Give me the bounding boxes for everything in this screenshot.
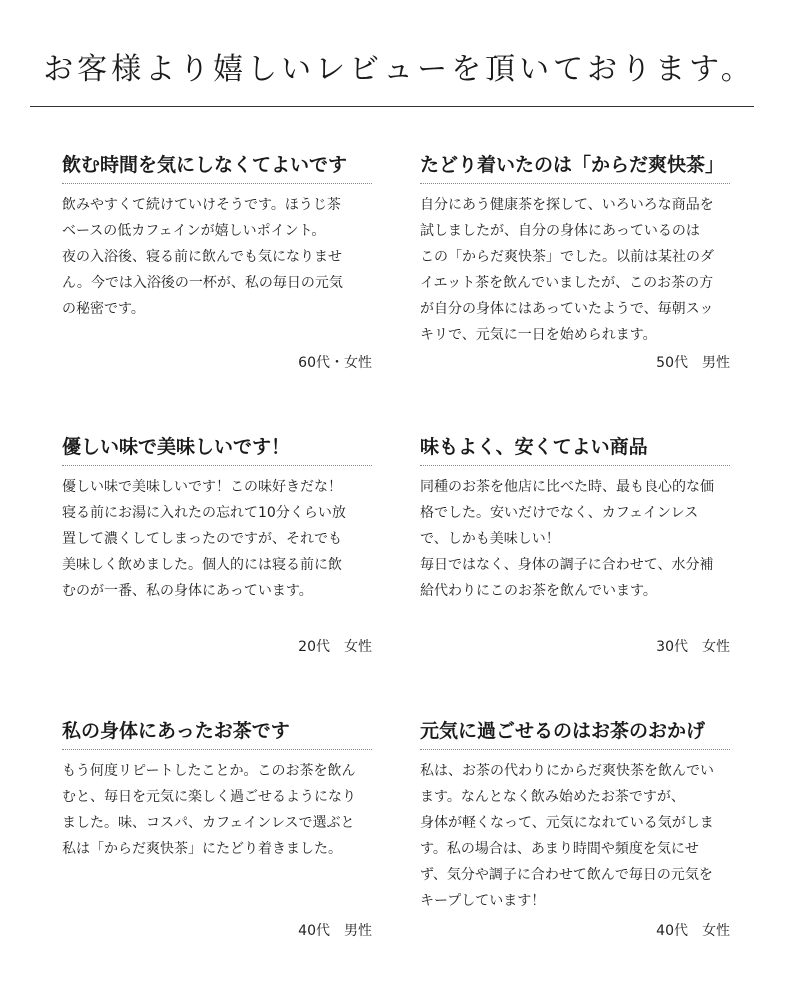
review-card (62, 716, 372, 946)
review-body: もう何度リピートしたことか。このお茶を飲ん むと、毎日を元気に楽しく過ごせるようになり ました。味、コスパ、カフェインレスで選ぶと 私は「からだ爽快茶」にたどり着きました。 (62, 763, 356, 857)
review-title: たどり着いたのは「からだ爽快茶」 (420, 150, 730, 184)
review-title: 飲む時間を気にしなくてよいです (62, 150, 372, 184)
review-title: 味もよく、安くてよい商品 (420, 432, 730, 466)
review-body: 飲みやすくて続けていけそうです。ほうじ茶 ベースの低カフェインが嬉しいポイント。 夜の入浴後、寝る前に飲んでも気になりませ ん。今では入浴後の一杯が、私の毎日の元気 の秘密です。 (62, 197, 343, 317)
review-author: 50代 男性 (656, 355, 730, 371)
review-card (62, 432, 372, 662)
review-body: 自分にあう健康茶を探して、いろいろな商品を 試しましたが、自分の身体にあっているのは この「からだ爽快茶」でした。以前は某社のダ イエット茶を飲んでいましたが、このお茶の方 が自分の身体にはあっていたようで、毎朝スッ キリで、元気に一日を始められます。 (420, 197, 714, 343)
review-title: 優しい味で美味しいです！ (62, 432, 372, 466)
review-author: 40代 男性 (298, 923, 372, 939)
review-card (420, 150, 730, 372)
page-title: お客様より嬉しいレビューを頂いております。 (43, 52, 755, 87)
review-card (62, 150, 372, 372)
review-author: 60代・女性 (298, 355, 372, 371)
review-body: 私は、お茶の代わりにからだ爽快茶を飲んでい ます。なんとなく飲み始めたお茶ですが、 身体が軽くなって、元気になれている気がしま す。私の場合は、あまり時間や頻度を気にせ ず、気分や調子に合わせて飲んで毎日の元気を キープしています！ (420, 763, 714, 909)
title-divider (30, 106, 754, 107)
review-card (420, 432, 730, 662)
review-body: 優しい味で美味しいです！この味好きだな！ 寝る前にお湯に入れたの忘れて10分くらい放 置して濃くしてしまったのですが、それでも 美味しく飲めました。個人的には寝る前に飲 むのが一番、私の身体にあっています。 (62, 479, 346, 599)
review-title: 私の身体にあったお茶です (62, 716, 372, 750)
review-body: 同種のお茶を他店に比べた時、最も良心的な価 格でした。安いだけでなく、カフェインレス で、しかも美味しい！ 毎日ではなく、身体の調子に合わせて、水分補 給代わりにこのお茶を飲んでいます。 (420, 479, 714, 599)
review-author: 30代 女性 (656, 639, 730, 655)
review-author: 20代 女性 (298, 639, 372, 655)
review-card (420, 716, 730, 946)
review-title: 元気に過ごせるのはお茶のおかげ (420, 716, 730, 750)
review-author: 40代 女性 (656, 923, 730, 939)
